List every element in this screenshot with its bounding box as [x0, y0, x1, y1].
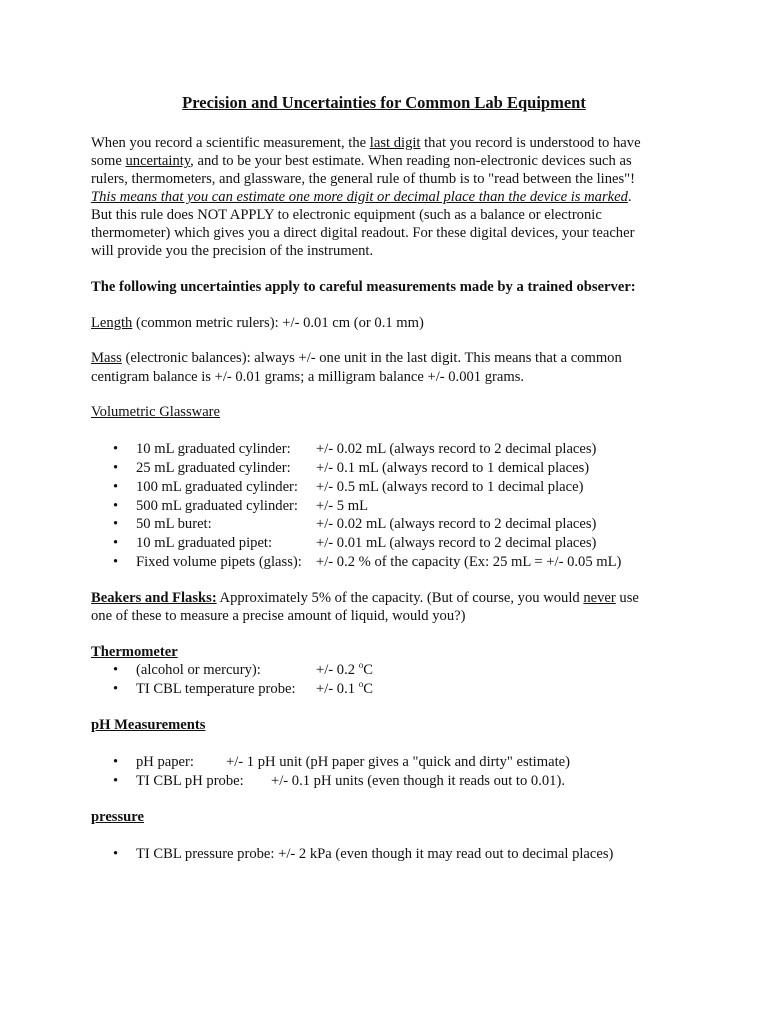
list-item-label: (alcohol or mercury): [136, 662, 261, 678]
beakers-line-1 [91, 589, 639, 608]
list-item-value: +/- 1 pH unit (pH paper gives a "quick and dirty" estimate) [226, 754, 570, 770]
list-item-value: +/- 0.2 % of the capacity (Ex: 25 mL = +/- 0.05 mL) [316, 554, 622, 570]
list-item-label: pH paper: [136, 754, 194, 770]
temperature-value: +/- 0.2 [316, 662, 359, 678]
length-text: (common metric rulers): +/- 0.01 cm (or 0.1 mm) [132, 315, 424, 331]
list-item-label: 25 mL graduated cylinder: [136, 460, 291, 476]
bullet: • [113, 554, 119, 570]
bullet: • [113, 773, 119, 789]
bullet: • [113, 479, 119, 495]
bullet: • [113, 846, 119, 862]
beakers-text: use [615, 590, 639, 606]
intro-emphasis-uncertainty: uncertainty [125, 153, 191, 169]
list-item-label: 500 mL graduated cylinder: [136, 498, 298, 514]
bullet: • [113, 754, 119, 770]
list-item-label: TI CBL pH probe: [136, 773, 244, 789]
length-line [91, 314, 424, 333]
list-item-label: 10 mL graduated pipet: [136, 535, 273, 551]
list-item-value: +/- 0.1 mL (always record to 1 demical places) [316, 460, 590, 476]
intro-line-6: thermometer) which gives you a direct digital readout. For these digital devices, your teacher [91, 225, 635, 241]
bold-statement: The following uncertainties apply to careful measurements made by a trained observer: [91, 279, 636, 295]
intro-emphasis-last-digit: last digit [369, 135, 421, 151]
intro-text: . [627, 189, 632, 205]
mass-line-1 [91, 349, 622, 368]
degree-symbol: o [358, 660, 364, 671]
bullet: • [113, 498, 119, 514]
bullet: • [113, 516, 119, 532]
ph-heading: pH Measurements [91, 717, 206, 733]
temperature-unit: C [363, 662, 373, 678]
intro-text: , and to be your best estimate. When reading non-electronic devices such as [190, 153, 632, 169]
beakers-line-2: one of these to measure a precise amount of liquid, would you?) [91, 608, 466, 624]
list-item-label: 10 mL graduated cylinder: [136, 441, 291, 457]
intro-text: some [91, 153, 126, 169]
intro-rule-emphasis: This means that you can estimate one more digit or decimal place than the device is marked [91, 189, 628, 205]
temperature-unit: C [363, 681, 373, 697]
bullet: • [113, 441, 119, 457]
intro-text: that you record is understood to have [420, 135, 641, 151]
temperature-value: +/- 0.1 [316, 681, 359, 697]
volumetric-heading: Volumetric Glassware [91, 404, 221, 420]
list-item-value: +/- 0.02 mL (always record to 2 decimal places) [316, 516, 597, 532]
list-item-label: 100 mL graduated cylinder: [136, 479, 298, 495]
intro-line-7: will provide you the precision of the instrument. [91, 243, 374, 259]
beakers-heading: Beakers and Flasks: [91, 590, 217, 606]
mass-text: (electronic balances): always +/- one unit in the last digit. This means that a common [121, 350, 622, 366]
intro-text: When you record a scientific measurement, the [91, 135, 370, 151]
thermometer-heading: Thermometer [91, 644, 178, 660]
degree-symbol: o [358, 679, 364, 690]
intro-line-2 [91, 152, 632, 171]
bullet: • [113, 460, 119, 476]
list-item-label: TI CBL temperature probe: [136, 681, 296, 697]
list-item-label: Fixed volume pipets (glass): [136, 554, 302, 570]
mass-heading: Mass [91, 350, 122, 366]
pressure-heading: pressure [91, 809, 144, 825]
intro-line-1 [91, 134, 641, 153]
beakers-text: Approximately 5% of the capacity. (But of course, you would [216, 590, 584, 606]
list-item-value: +/- 0.5 mL (always record to 1 decimal place) [316, 479, 584, 495]
list-item-value: +/- 0.01 mL (always record to 2 decimal places) [316, 535, 597, 551]
list-item-value: +/- 0.02 mL (always record to 2 decimal places) [316, 441, 597, 457]
bullet: • [113, 681, 119, 697]
list-item-text: TI CBL pressure probe: +/- 2 kPa (even though it may read out to decimal places) [136, 846, 614, 862]
intro-line-3: rulers, thermometers, and glassware, the general rule of thumb is to "read between the lines"! [91, 171, 635, 187]
mass-line-2: centigram balance is +/- 0.01 grams; a milligram balance +/- 0.001 grams. [91, 369, 525, 385]
length-heading: Length [91, 315, 133, 331]
bullet: • [113, 662, 119, 678]
page-title: Precision and Uncertainties for Common Lab Equipment [182, 93, 586, 112]
intro-line-4 [91, 188, 632, 207]
beakers-emphasis-never: never [583, 590, 616, 606]
list-item-value: +/- 5 mL [316, 498, 369, 514]
list-item-value [316, 680, 373, 699]
bullet: • [113, 535, 119, 551]
list-item-value [316, 661, 373, 680]
list-item-label: 50 mL buret: [136, 516, 212, 532]
intro-line-5: But this rule does NOT APPLY to electronic equipment (such as a balance or electronic [91, 207, 602, 223]
list-item-value: +/- 0.1 pH units (even though it reads out to 0.01). [271, 773, 565, 789]
